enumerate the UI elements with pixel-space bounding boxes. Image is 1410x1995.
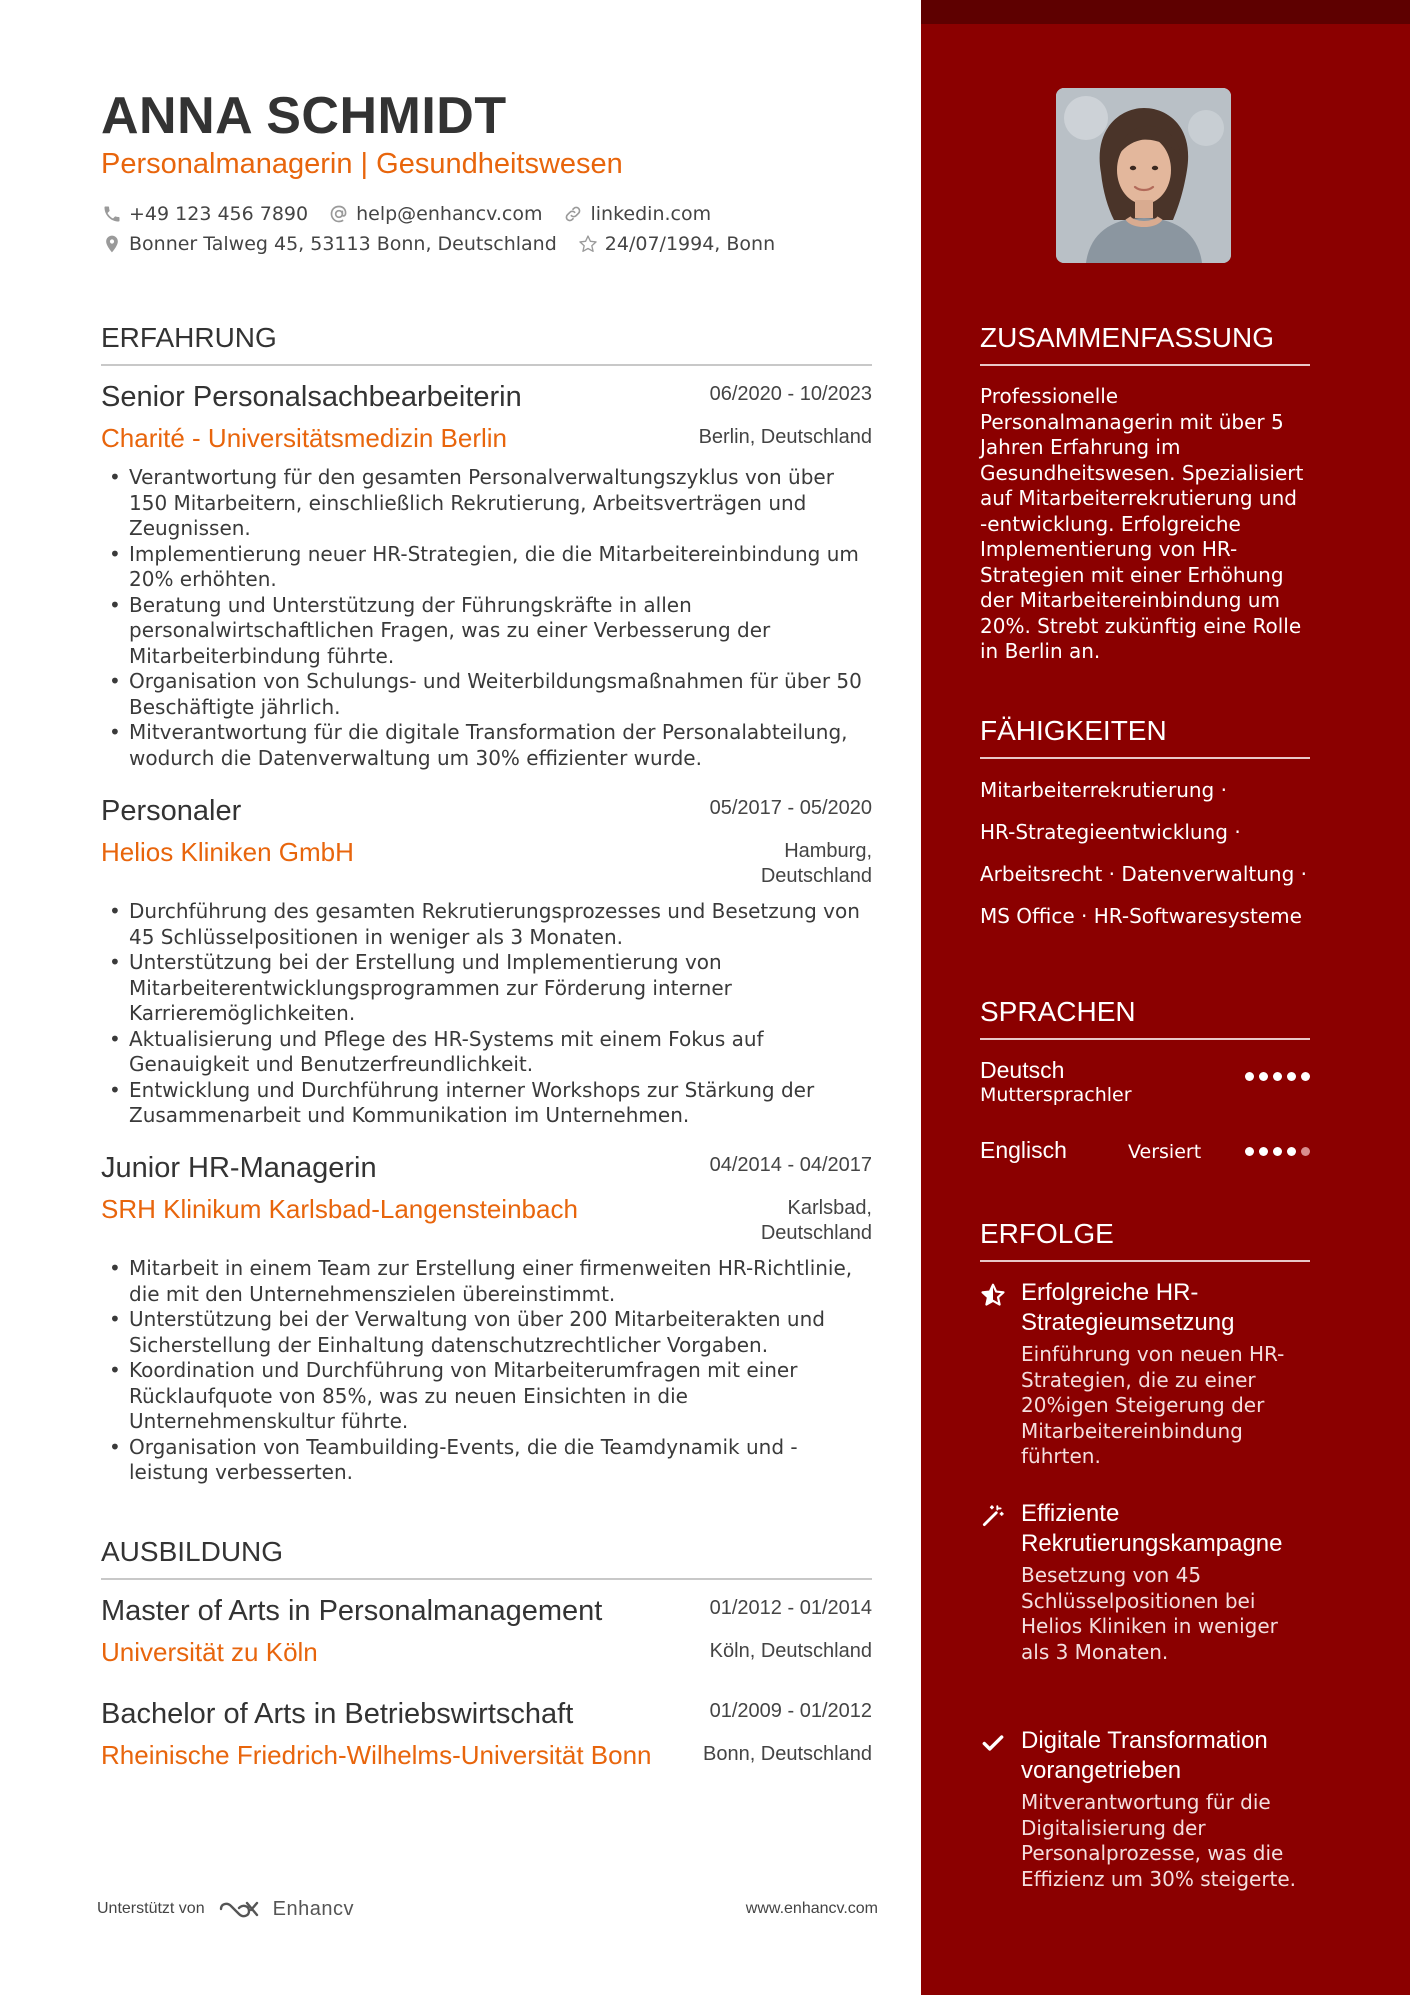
language-name: Deutsch <box>980 1057 1065 1083</box>
skill-line: Arbeitsrecht · Datenverwaltung · <box>980 862 1308 886</box>
address-text: Bonner Talweg 45, 53113 Bonn, Deutschland <box>129 233 557 255</box>
education-dates: 01/2009 - 01/2012 <box>709 1700 872 1722</box>
contact-row-1 <box>101 203 731 225</box>
job-1 <box>101 381 872 771</box>
rating-dot-filled <box>1273 1072 1282 1081</box>
list-item: • Entwicklung und Durchführung interner Workshops zur Stärkung der Zusammenarbeit und Kommunikation im Unternehmen. <box>101 1078 872 1129</box>
language-rating <box>1240 1147 1310 1156</box>
rating-dot-filled <box>1301 1072 1310 1081</box>
language-name: Englisch <box>980 1137 1067 1163</box>
phone-icon <box>101 203 123 225</box>
candidate-name: ANNA SCHMIDT <box>101 87 507 145</box>
email-text[interactable]: help@enhancv.com <box>356 203 543 225</box>
footer-powered-by <box>97 1897 354 1921</box>
summary-section-title: ZUSAMMENFASSUNG <box>980 322 1310 366</box>
language-rating <box>1240 1072 1310 1081</box>
summary-text: Professionelle Personalmanagerin mit über 5 Jahren Erfahrung im Gesundheitswesen. Spezialisiert auf Mitarbeiterrekrutierung und -entwicklung. Erfolgreiche Implementierung von HR-Strategien mit einer Erhöhung der Mitarbeitereinbindung um 20%. Strebt zukünftig eine Rolle in Berlin an. <box>980 384 1304 663</box>
sidebar <box>921 0 1410 1995</box>
job-dates: 04/2014 - 04/2017 <box>709 1154 872 1176</box>
phone-item <box>101 203 308 225</box>
list-item: • Unterstützung bei der Verwaltung von über 200 Mitarbeiterakten und Sicherstellung der Einhaltung datenschutzrechtlicher Vorgaben. <box>101 1307 872 1358</box>
job-location: Karlsbad, Deutschland <box>760 1197 872 1244</box>
list-item: • Durchführung des gesamten Rekrutierungsprozesses und Besetzung von 45 Schlüsselpositionen in weniger als 3 Monaten. <box>101 899 872 950</box>
experience-section-title: ERFAHRUNG <box>101 322 872 366</box>
language-item-englisch <box>980 1137 1310 1171</box>
education-item-2 <box>101 1698 872 1776</box>
rating-dot-empty <box>1301 1147 1310 1156</box>
job-location: Berlin, Deutschland <box>698 426 872 448</box>
skills-section-title: FÄHIGKEITEN <box>980 715 1310 759</box>
job-location: Hamburg, Deutschland <box>760 840 872 887</box>
rating-dot-filled <box>1273 1147 1282 1156</box>
link-icon <box>562 203 584 225</box>
job-dates: 05/2017 - 05/2020 <box>709 797 872 819</box>
rating-dot-filled <box>1287 1072 1296 1081</box>
job-role: Junior HR-Managerin <box>101 1152 377 1184</box>
school: Universität zu Köln <box>101 1637 318 1667</box>
address-item <box>101 233 557 255</box>
job-bullets <box>101 899 872 1129</box>
education-section-title: AUSBILDUNG <box>101 1536 872 1580</box>
rating-dot-filled <box>1287 1147 1296 1156</box>
rating-dot-filled <box>1259 1072 1268 1081</box>
degree: Master of Arts in Personalmanagement <box>101 1595 603 1627</box>
birth-text: 24/07/1994, Bonn <box>604 233 776 255</box>
footer-url[interactable]: www.enhancv.com <box>745 1900 878 1917</box>
achievement-desc: Besetzung von 45 Schlüsselpositionen bei Helios Kliniken in weniger als 3 Monaten. <box>1021 1563 1278 1664</box>
achievement-title: Effiziente Rekrutierungskampagne <box>1021 1500 1283 1557</box>
rating-dot-filled <box>1259 1147 1268 1156</box>
job-company: Charité - Universitätsmedizin Berlin <box>101 423 508 453</box>
achievement-item <box>980 1726 1310 1892</box>
languages-section-title: SPRACHEN <box>980 996 1310 1040</box>
language-level: Versiert <box>1128 1141 1202 1163</box>
job-3 <box>101 1152 872 1486</box>
job-bullets <box>101 465 872 771</box>
profile-photo <box>1056 88 1231 263</box>
email-item <box>328 203 542 225</box>
achievement-item <box>980 1499 1310 1665</box>
candidate-title: Personalmanagerin | Gesundheitswesen <box>101 148 623 180</box>
education-location: Bonn, Deutschland <box>702 1743 872 1765</box>
rating-dot-filled <box>1245 1072 1254 1081</box>
contact-row-2 <box>101 233 795 255</box>
skill-line: MS Office · HR-Softwaresysteme <box>980 904 1302 928</box>
birth-item <box>577 233 775 255</box>
education-item-1 <box>101 1595 872 1673</box>
degree: Bachelor of Arts in Betriebswirtschaft <box>101 1698 574 1730</box>
linkedin-text[interactable]: linkedin.com <box>590 203 712 225</box>
job-company: Helios Kliniken GmbH <box>101 837 354 867</box>
achievement-item <box>980 1278 1310 1470</box>
list-item: • Beratung und Unterstützung der Führungskräfte in allen personalwirtschaftlichen Fragen, was zu einer Verbesserung der Mitarbeiterbindung führte. <box>101 593 872 670</box>
job-role: Senior Personalsachbearbeiterin <box>101 381 522 413</box>
achievement-title: Erfolgreiche HR-Strategieumsetzung <box>1021 1279 1235 1336</box>
job-2 <box>101 795 872 1129</box>
magic-wand-icon <box>980 1503 1006 1529</box>
achievements-section-title: ERFOLGE <box>980 1218 1310 1262</box>
education-dates: 01/2012 - 01/2014 <box>709 1597 872 1619</box>
job-bullets <box>101 1256 872 1486</box>
linkedin-item <box>562 203 711 225</box>
star-icon <box>980 1282 1006 1308</box>
list-item: • Organisation von Teambuilding-Events, die die Teamdynamik und -leistung verbesserten. <box>101 1435 872 1486</box>
list-item: • Aktualisierung und Pflege des HR-Systems mit einem Fokus auf Genauigkeit und Benutzerfreundlichkeit. <box>101 1027 872 1078</box>
rating-dot-filled <box>1245 1147 1254 1156</box>
enhancv-logo-icon <box>217 1897 263 1921</box>
list-item: • Koordination und Durchführung von Mitarbeiterumfragen mit einer Rücklaufquote von 85%, was zu neuen Einsichten in die Unternehmenskultur führte. <box>101 1358 872 1435</box>
list-item: • Verantwortung für den gesamten Personalverwaltungszyklus von über 150 Mitarbeitern, einschließlich Rekrutierung, Arbeitsverträgen und Zeugnissen. <box>101 465 872 542</box>
achievement-title: Digitale Transformation vorangetrieben <box>1021 1727 1268 1784</box>
achievement-desc: Mitverantwortung für die Digitalisierung der Personalprozesse, was die Effizienz um 30% steigerte. <box>1021 1790 1297 1891</box>
language-level: Muttersprachler <box>980 1084 1132 1106</box>
list-item: • Organisation von Schulungs- und Weiterbildungsmaßnahmen für über 50 Beschäftigte jährlich. <box>101 669 872 720</box>
at-icon <box>328 203 350 225</box>
list-item: • Mitverantwortung für die digitale Transformation der Personalabteilung, wodurch die Datenverwaltung um 30% effizienter wurde. <box>101 720 872 771</box>
skill-line: HR-Strategieentwicklung · <box>980 820 1241 844</box>
school: Rheinische Friedrich-Wilhelms-Universität Bonn <box>101 1740 652 1770</box>
list-item: • Implementierung neuer HR-Strategien, die die Mitarbeitereinbindung um 20% erhöhten. <box>101 542 872 593</box>
achievement-desc: Einführung von neuen HR-Strategien, die zu einer 20%igen Steigerung der Mitarbeitereinbindung führten. <box>1021 1342 1285 1468</box>
powered-by-text: Unterstützt von <box>97 1900 205 1917</box>
list-item: • Unterstützung bei der Erstellung und Implementierung von Mitarbeiterentwicklungsprogrammen zur Förderung interner Karrieremöglichkeiten. <box>101 950 872 1027</box>
education-location: Köln, Deutschland <box>709 1640 872 1662</box>
skill-line: Mitarbeiterrekrutierung · <box>980 778 1227 802</box>
phone-text: +49 123 456 7890 <box>129 203 309 225</box>
footer-brand[interactable]: Enhancv <box>272 1897 354 1920</box>
job-company: SRH Klinikum Karlsbad-Langensteinbach <box>101 1194 578 1224</box>
star-outline-icon <box>577 233 599 255</box>
checkmark-icon <box>980 1730 1006 1756</box>
job-dates: 06/2020 - 10/2023 <box>709 383 872 405</box>
portrait-illustration <box>1056 88 1231 263</box>
list-item: • Mitarbeit in einem Team zur Erstellung einer firmenweiten HR-Richtlinie, die mit den Unternehmenszielen übereinstimmt. <box>101 1256 872 1307</box>
sidebar-top-bar <box>921 0 1410 24</box>
job-role: Personaler <box>101 795 242 827</box>
language-item-deutsch <box>980 1057 1310 1113</box>
location-pin-icon <box>101 233 123 255</box>
